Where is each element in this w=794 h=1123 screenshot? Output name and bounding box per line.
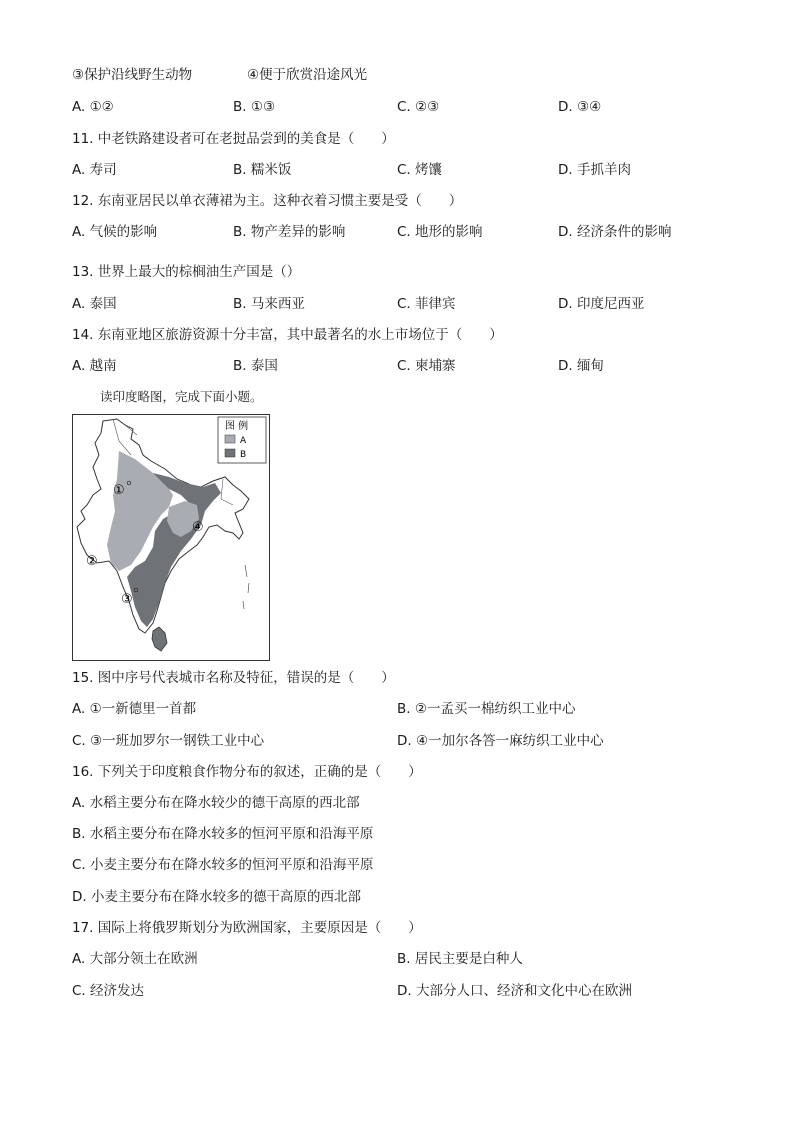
- q14-option-d[interactable]: D. 缅甸: [558, 358, 604, 374]
- q15-option-b[interactable]: B. ②一孟买一棉纺织工业中心: [397, 701, 576, 717]
- q16-option-b[interactable]: B. 水稻主要分布在降水较多的恒河平原和沿海平原: [72, 826, 374, 842]
- legend-label-b: B: [240, 450, 247, 460]
- marker-1: ①: [113, 483, 125, 498]
- q12-stem: 12. 东南亚居民以单衣薄裙为主。这种衣着习惯主要是受（ ）: [72, 193, 463, 209]
- q13-stem: 13. 世界上最大的棕榈油生产国是（）: [72, 264, 301, 280]
- q10-option-d[interactable]: D. ③④: [558, 99, 602, 115]
- marker-3: ③: [121, 592, 133, 607]
- q13-option-c[interactable]: C. 菲律宾: [397, 296, 456, 312]
- q10-option-c[interactable]: C. ②③: [397, 99, 440, 115]
- q16-stem: 16. 下列关于印度粮食作物分布的叙述，正确的是（ ）: [72, 764, 422, 780]
- sri-lanka: [152, 627, 167, 651]
- marker-4: ④: [192, 520, 204, 535]
- q10-option-b[interactable]: B. ①③: [233, 99, 276, 115]
- legend-swatch-b: [225, 449, 235, 457]
- q12-option-d[interactable]: D. 经济条件的影响: [558, 224, 672, 240]
- q13-option-d[interactable]: D. 印度尼西亚: [558, 296, 645, 312]
- q11-option-c[interactable]: C. 烤馕: [397, 162, 443, 178]
- q15-option-c[interactable]: C. ③一班加罗尔一钢铁工业中心: [72, 733, 265, 749]
- q14-option-b[interactable]: B. 泰国: [233, 358, 278, 374]
- q13-option-a[interactable]: A. 泰国: [72, 296, 117, 312]
- q15-option-d[interactable]: D. ④一加尔各答一麻纺织工业中心: [397, 733, 604, 749]
- legend-title: 图 例: [225, 421, 249, 432]
- q17-stem: 17. 国际上将俄罗斯划分为欧洲国家，主要原因是（ ）: [72, 920, 422, 936]
- islands: [243, 565, 249, 609]
- map-intro: 读印度略图，完成下面小题。: [100, 389, 263, 404]
- q10-statement-3: ③保护沿线野生动物: [72, 67, 193, 83]
- q10-option-a[interactable]: A. ①②: [72, 99, 114, 115]
- q14-stem: 14. 东南亚地区旅游资源十分丰富，其中最著名的水上市场位于（ ）: [72, 327, 503, 343]
- q11-option-d[interactable]: D. 手抓羊肉: [558, 162, 631, 178]
- q16-option-d[interactable]: D. 小麦主要分布在降水较多的德干高原的西北部: [72, 889, 361, 905]
- q12-option-a[interactable]: A. 气候的影响: [72, 224, 158, 240]
- q17-option-b[interactable]: B. 居民主要是白种人: [397, 951, 523, 967]
- q15-stem: 15. 图中序号代表城市名称及特征，错误的是（ ）: [72, 670, 395, 686]
- q14-option-a[interactable]: A. 越南: [72, 358, 117, 374]
- q14-option-c[interactable]: C. 柬埔寨: [397, 358, 456, 374]
- q17-option-a[interactable]: A. 大部分领土在欧洲: [72, 951, 198, 967]
- q15-option-a[interactable]: A. ①一新德里一首都: [72, 701, 197, 717]
- q17-option-c[interactable]: C. 经济发达: [72, 983, 145, 999]
- q16-option-a[interactable]: A. 水稻主要分布在降水较少的德干高原的西北部: [72, 795, 360, 811]
- q13-option-b[interactable]: B. 马来西亚: [233, 296, 305, 312]
- india-map-figure: [73, 415, 269, 660]
- q17-option-d[interactable]: D. 大部分人口、经济和文化中心在欧洲: [397, 983, 632, 999]
- q12-option-c[interactable]: C. 地形的影响: [397, 224, 483, 240]
- q10-statement-4: ④便于欣赏沿途风光: [247, 67, 368, 83]
- q12-option-b[interactable]: B. 物产差异的影响: [233, 224, 346, 240]
- legend-swatch-a: [225, 435, 235, 443]
- q11-option-b[interactable]: B. 糯米饭: [233, 162, 292, 178]
- q11-stem: 11. 中老铁路建设者可在老挝品尝到的美食是（ ）: [72, 131, 395, 147]
- marker-2: ②: [86, 554, 98, 569]
- q16-option-c[interactable]: C. 小麦主要分布在降水较多的恒河平原和沿海平原: [72, 857, 374, 873]
- q11-option-a[interactable]: A. 寿司: [72, 162, 117, 178]
- india-map: [72, 414, 270, 661]
- legend-label-a: A: [240, 436, 247, 446]
